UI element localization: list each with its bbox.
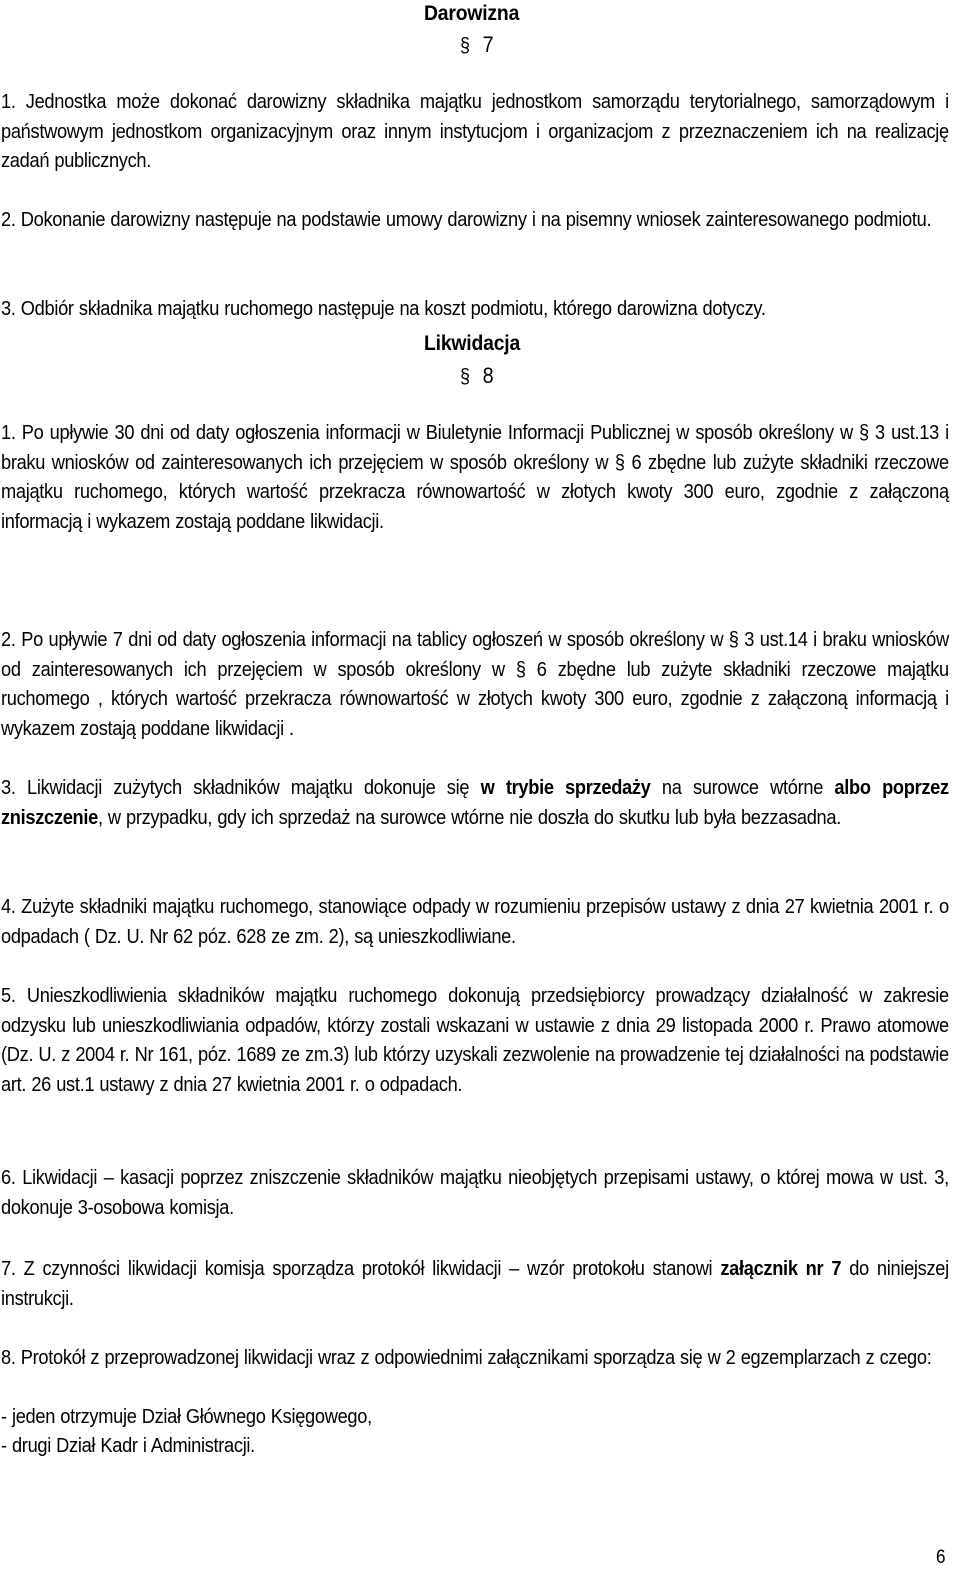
section-symbol: § [460, 35, 471, 57]
section-number-8 [460, 363, 494, 389]
paragraph-text: 2. Po upływie 7 dni od daty ogłoszenia informacji na tablicy ogłoszeń w sposób określony w [1, 628, 729, 651]
likwidacja-paragraph-5: 5. Unieszkodliwienia składników majątku ruchomego dokonują przedsiębiorcy prowadzący działalność w zakresie odzysku lub unieszkodliwiania odpadów, którzy zostali wskazani w ustawie z dnia 29 listopada 2000 r. Prawo atomowe (Dz. U. z 2004 r. Nr 161, póz. 1689 ze zm.3) lub którzy uzyskali zezwolenie na prowadzenie tej działalności na podstawie art. 26 ust.1 ustawy z dnia 27 kwietnia 2001 r. o odpadach. [1, 984, 949, 1096]
darowizna-paragraph-2: 2. Dokonanie darowizny następuje na podstawie umowy darowizny i na pisemny wniosek zainteresowanego podmiotu. [1, 208, 932, 231]
likwidacja-paragraph-1 [1, 418, 949, 536]
section-number-7 [460, 32, 494, 58]
section-symbol: § [614, 450, 625, 474]
likwidacja-paragraph-7 [1, 1254, 949, 1313]
list-item: - jeden otrzymuje Dział Głównego Księgowego, [1, 1405, 372, 1428]
paragraph-text: 1. Po upływie 30 dni od daty ogłoszenia informacji w Biuletynie Informacji Publicznej w sposób określony w [1, 421, 860, 444]
likwidacja-paragraph-8: 8. Protokół z przeprowadzonej likwidacji wraz z odpowiednimi załącznikami sporządza się w 2 egzemplarzach z czego: [1, 1346, 932, 1369]
paragraph-text: 3. Likwidacji zużytych składników majątku dokonuje się [1, 776, 481, 799]
darowizna-paragraph-1: 1. Jednostka może dokonać darowizny składnika majątku jednostkom samorządu terytorialnego, samorządowym i państwowym jednostkom organizacyjnym oraz innym instytucjom i organizacjom z przeznaczeniem ich na realizację zadań publicznych. [1, 90, 949, 172]
paragraph-text: 7. Z czynności likwidacji komisja sporządza protokół likwidacji – wzór protokołu stanowi [1, 1257, 721, 1280]
paragraph-text: , w przypadku, gdy ich sprzedaż na surowce wtórne nie doszła do skutku lub była bezzasadna. [97, 805, 841, 829]
section-title-likwidacja: Likwidacja [424, 331, 521, 355]
section-number: 7 [482, 32, 494, 57]
likwidacja-paragraph-4: 4. Zużyte składniki majątku ruchomego, stanowiące odpady w rozumieniu przepisów ustawy z dnia 27 kwietnia 2001 r. o odpadach ( Dz. U. Nr 62 póz. 628 ze zm. 2), są unieszkodliwiane. [1, 895, 949, 948]
paragraph-text: 3 ust.14 i braku wniosków od zainteresowanych ich przejęciem w sposób określony w [1, 628, 949, 681]
paragraph-text: na surowce wtórne [650, 776, 835, 799]
darowizna-paragraph-3: 3. Odbiór składnika majątku ruchomego następuje na koszt podmiotu, którego darowizna dotyczy. [1, 297, 766, 320]
paragraph-text: 3 ust.13 i braku wniosków od zainteresowanych ich przejęciem w sposób określony w [1, 421, 949, 474]
page-number: 6 [936, 1547, 946, 1568]
bold-text: w trybie sprzedaży [480, 776, 651, 799]
section-symbol: § [460, 366, 471, 388]
bold-text: albo poprzez zniszczenie [1, 776, 949, 829]
section-symbol: § [859, 421, 869, 444]
section-symbol: § [515, 657, 526, 681]
section-title-darowizna: Darowizna [424, 1, 520, 25]
list-item: - drugi Dział Kadr i Administracji. [1, 1434, 255, 1457]
section-number: 8 [482, 363, 494, 388]
section-symbol: § [728, 628, 739, 651]
paragraph-text: do niniejszej instrukcji. [1, 1257, 949, 1310]
likwidacja-paragraph-2 [1, 625, 949, 743]
paragraph-text: 6 zbędne lub zużyte składniki rzeczowe majątku ruchomego , których wartość przekracza równowartość w złotych kwoty 300 euro, zgodnie z załączoną informacją i wykazem zostają poddane likwidacji . [1, 657, 949, 740]
paragraph-text: 6 zbędne lub zużyte składniki rzeczowe majątku ruchomego, których wartość przekracza równowartość w złotych kwoty 300 euro, zgodnie z załączoną informacją i wykazem zostają poddane likwidacji. [1, 450, 949, 533]
likwidacja-paragraph-6: 6. Likwidacji – kasacji poprzez zniszczenie składników majątku nieobjętych przepisami ustawy, o której mowa w ust. 3, dokonuje 3-osobowa komisja. [1, 1166, 949, 1219]
likwidacja-paragraph-3 [1, 773, 949, 832]
bold-text: załącznik nr 7 [720, 1257, 842, 1280]
